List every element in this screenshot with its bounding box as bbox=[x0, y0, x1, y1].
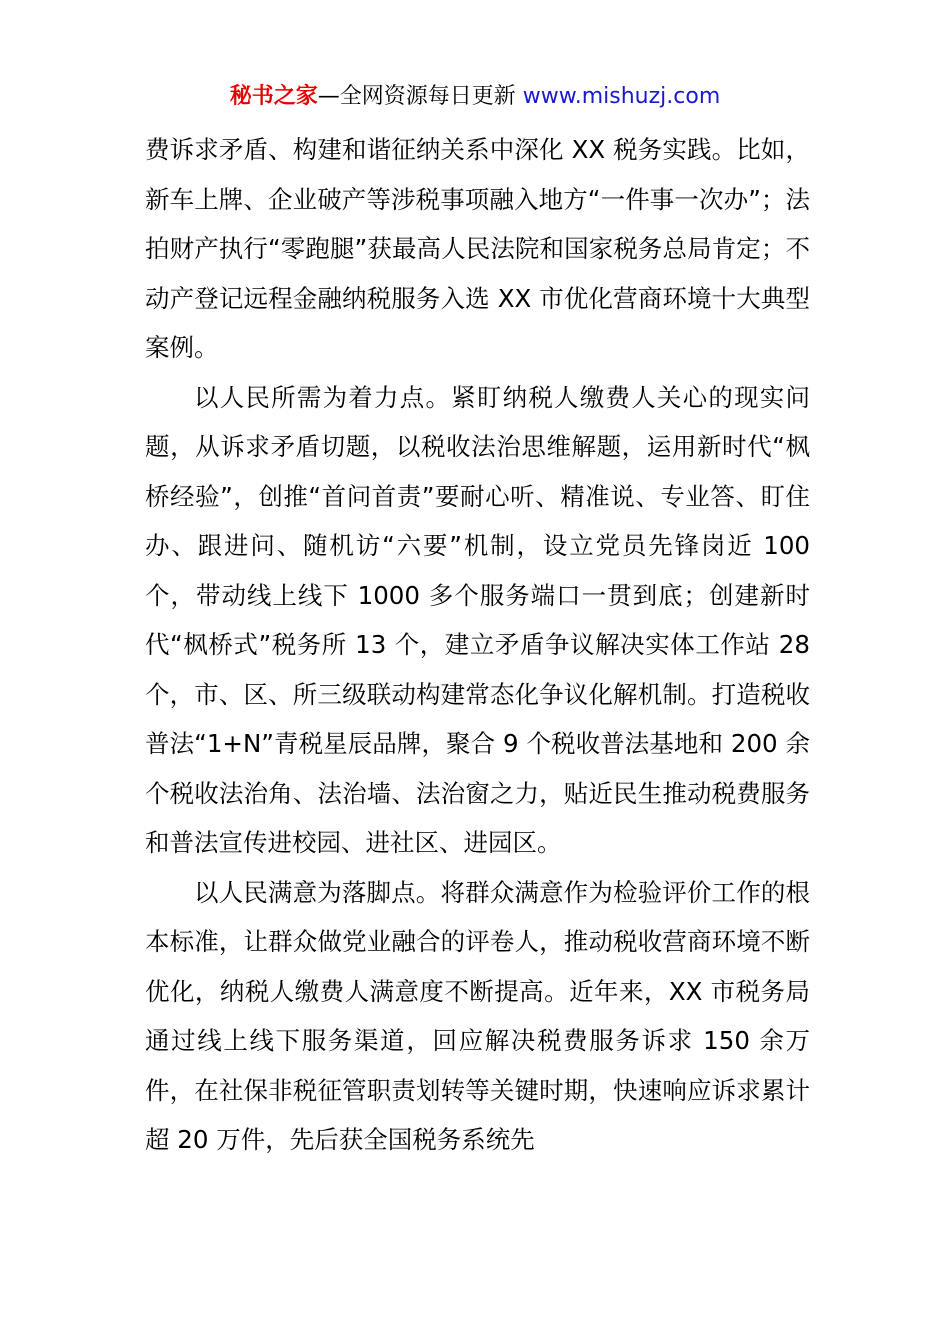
paragraph-continuation: 费诉求矛盾、构建和谐征纳关系中深化 XX 税务实践。比如，新车上牌、企业破产等涉税事项融入地方“一件事一次办”；法拍财产执行“零跑腿”获最高人民法院和国家税务总局肯定；不动产登记远程金融纳税服务入选 XX 市优化营商环境十大典型案例。 bbox=[145, 135, 810, 362]
site-header bbox=[0, 80, 950, 114]
paragraph-satisfaction: 以人民满意为落脚点。将群众满意作为检验评价工作的根本标准，让群众做党业融合的评卷人，推动税收营商环境不断优化，纳税人缴费人满意度不断提高。近年来，XX 市税务局通过线上线下服务渠道，回应解决税费服务诉求 150 余万件，在社保非税征管职责划转等关键时期，快速响应诉求累计超 20 万件，先后获全国税务系统先 bbox=[145, 877, 810, 1154]
document-body bbox=[145, 125, 810, 1165]
header-tagline: —全网资源每日更新 bbox=[317, 84, 516, 109]
paragraph-needs: 以人民所需为着力点。紧盯纳税人缴费人关心的现实问题，从诉求矛盾切题，以税收法治思维解题，运用新时代“枫桥经验”，创推“首问首责”要耐心听、精准说、专业答、盯住办、跟进问、随机访“六要”机制，设立党员先锋岗近 100 个，带动线上线下 1000 多个服务端口一贯到底；创建新时代“枫桥式”税务所 13 个，建立矛盾争议解决实体工作站 28 个，市、区、所三级联动构建常态化争议化解机制。打造税收普法“1+N”青税星辰品牌，聚合 9 个税收普法基地和 200 余个税收法治角、法治墙、法治窗之力，贴近民生推动税费服务和普法宣传进校园、进社区、进园区。 bbox=[145, 382, 810, 857]
site-url-link[interactable]: www.mishuzj.com bbox=[522, 84, 721, 109]
brand-name: 秘书之家 bbox=[229, 84, 318, 109]
